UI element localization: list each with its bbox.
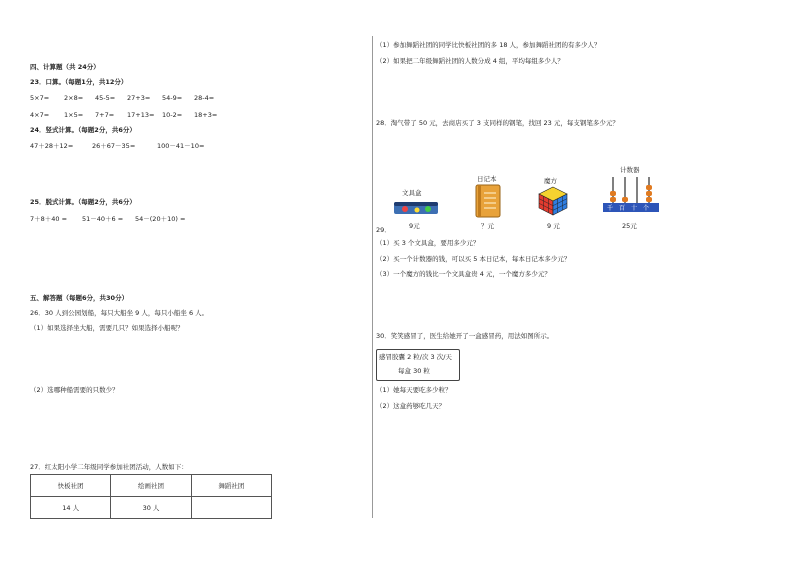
oral-item: 18+3= <box>194 111 218 119</box>
item-price: ？元 <box>481 222 494 230</box>
medicine-dosage: 感冒胶囊 2 粒/次 3 次/天 <box>379 353 452 361</box>
table-cell <box>191 497 271 519</box>
table-cell: 30 人 <box>111 497 191 519</box>
q26-part1: （1）如果选择坐大船，需要几只？如果选择小船呢？ <box>30 324 184 332</box>
oral-item: 28-4= <box>194 94 215 102</box>
stepwise-item: 7＋8＋40 = <box>30 215 68 223</box>
q30-part2: （2）这盒药够吃几天？ <box>376 402 446 410</box>
item-name: 文具盒 <box>402 189 422 197</box>
q29-number: 29． <box>376 226 391 234</box>
q30-part1: （1）她每天要吃多少粒？ <box>376 386 452 394</box>
table-row <box>31 497 272 519</box>
notebook-icon <box>475 184 501 218</box>
oral-item: 2×8= <box>64 94 84 102</box>
abacus-label: 千 <box>607 205 614 212</box>
q26-part2: （2）选哪种船需要的只数少？ <box>30 386 119 394</box>
q25-title: 25．脱式计算。（每题2分，共6分） <box>30 198 136 206</box>
abacus-label: 十 <box>631 205 638 212</box>
abacus-label: 个 <box>643 205 650 212</box>
oral-item: 10-2= <box>162 111 183 119</box>
table-header-cell: 绘画社团 <box>111 475 191 497</box>
q29-part3: （3）一个魔方的钱比一个文具盒贵 4 元，一个魔方多少元？ <box>376 270 551 278</box>
pencil-case-icon <box>393 199 439 217</box>
oral-item: 4×7= <box>30 111 50 119</box>
item-price: 9元 <box>409 222 420 230</box>
q26-text: 26．30 人到公园划船，每只大船坐 9 人，每只小船坐 6 人。 <box>30 309 209 317</box>
table-header-row <box>31 475 272 497</box>
oral-item: 7+7= <box>95 111 115 119</box>
oral-item: 17+13= <box>127 111 155 119</box>
vertical-item: 47＋28＋12= <box>30 142 74 150</box>
section-5-title: 五、解答题（每题6分，共30分） <box>30 294 129 302</box>
q27-text: 27．红太阳小学二年级同学参加社团活动，人数如下： <box>30 463 188 471</box>
stepwise-item: 51－40＋6 = <box>82 215 124 223</box>
item-name: 魔方 <box>544 177 557 185</box>
table-header-cell: 快板社团 <box>31 475 111 497</box>
oral-item: 1×5= <box>64 111 84 119</box>
q29-part1: （1）买 3 个文具盒，要用多少元？ <box>376 239 480 247</box>
oral-item: 5×7= <box>30 94 50 102</box>
q30-text: 30．笑笑感冒了，医生给她开了一盒感冒药，用法如图所示。 <box>376 332 554 340</box>
column-divider <box>372 36 373 518</box>
item-price: 25元 <box>622 222 637 230</box>
table-cell: 14 人 <box>31 497 111 519</box>
q29-part2: （2）买一个计数器的钱，可以买 5 本日记本，每本日记本多少元？ <box>376 255 571 263</box>
section-4-title: 四、计算题（共 24分） <box>30 63 100 71</box>
item-name: 计数器 <box>620 166 640 174</box>
vertical-item: 100－41－10= <box>157 142 205 150</box>
club-table <box>30 474 272 519</box>
stepwise-item: 54－(20＋10) = <box>135 215 186 223</box>
item-name: 日记本 <box>477 175 497 183</box>
q23-title: 23．口算。（每题1分，共12分） <box>30 78 128 86</box>
abacus-label: 百 <box>619 205 626 212</box>
q27-part1: （1）参加舞蹈社团的同学比快板社团的多 18 人，参加舞蹈社团的有多少人？ <box>376 41 601 49</box>
table-header-cell: 舞蹈社团 <box>191 475 271 497</box>
oral-item: 27+3= <box>127 94 151 102</box>
vertical-item: 26＋67－35= <box>92 142 136 150</box>
q27-part2: （2）如果把二年级舞蹈社团的人数分成 4 组，平均每组多少人？ <box>376 57 564 65</box>
medicine-quantity: 每盒 30 粒 <box>398 367 430 375</box>
oral-item: 54-9= <box>162 94 183 102</box>
item-price: 9 元 <box>547 222 560 230</box>
oral-item: 45-5= <box>95 94 116 102</box>
q28-text: 28．淘气带了 50 元，去商店买了 3 支同样的钢笔，找回 23 元，每支钢笔多少元？ <box>376 119 619 127</box>
rubiks-cube-icon <box>538 186 568 216</box>
q24-title: 24．竖式计算。（每题2分，共6分） <box>30 126 136 134</box>
